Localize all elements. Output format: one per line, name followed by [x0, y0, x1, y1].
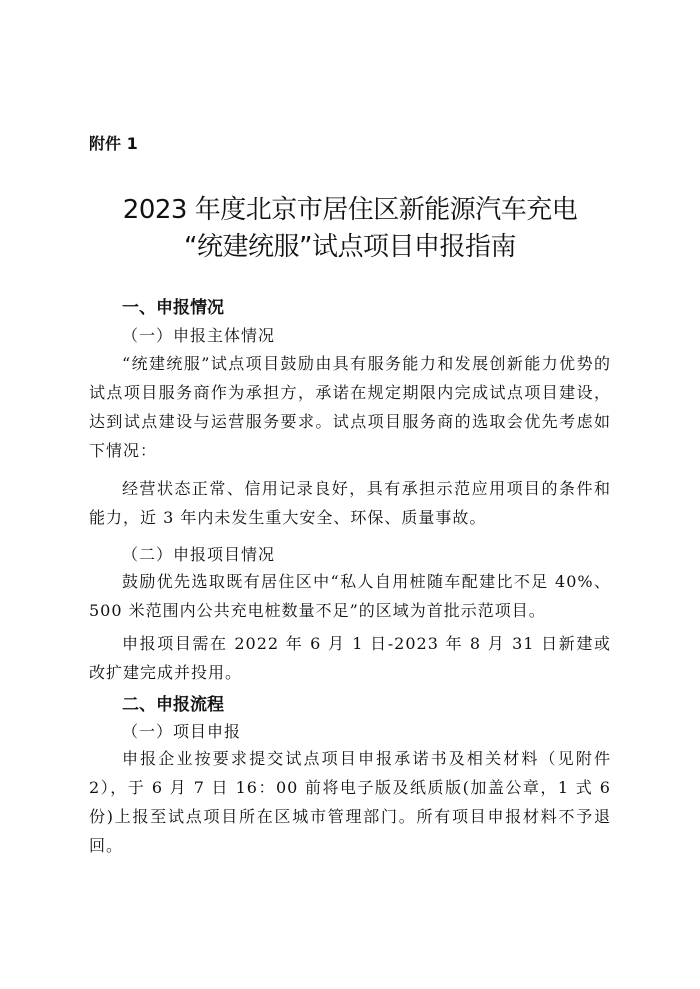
paragraph-project-selection: 鼓励优先选取既有居住区中“私人自用桩随车配建比不足 40%、500 米范围内公共充电桩数量不足”的区域为首批示范项目。 [89, 572, 611, 620]
paragraph-applicant-conditions: 经营状态正常、信用记录良好，具有承担示范应用项目的条件和能力，近 3 年内未发生重大安全、环保、质量事故。 [89, 479, 611, 527]
subsection-heading-project: （二）申报项目情况 [122, 545, 276, 564]
document-title-line-1: 2023 年度北京市居住区新能源汽车充电 [122, 195, 578, 225]
document-title-line-2: “统建统服”试点项目申报指南 [184, 232, 516, 262]
paragraph-submission-requirements: 申报企业按要求提交试点项目申报承诺书及相关材料（见附件 2），于 6 月 7 日 16：00 前将电子版及纸质版(加盖公章，1 式 6 份)上报至试点项目所在区城市管理部门。所有项目申报材料不予退回。 [89, 749, 611, 855]
subsection-heading-applicant: （一）申报主体情况 [122, 326, 276, 345]
section-heading-application-process: 二、申报流程 [122, 695, 224, 715]
subsection-heading-project-application: （一）项目申报 [122, 722, 242, 741]
paragraph-applicant-intro: “统建统服”试点项目鼓励由具有服务能力和发展创新能力优势的试点项目服务商作为承担方，承诺在规定期限内完成试点项目建设，达到试点建设与运营服务要求。试点项目服务商的选取会优先考虑如下情况： [89, 354, 611, 460]
section-heading-application-status: 一、申报情况 [122, 298, 224, 318]
paragraph-project-timeline: 申报项目需在 2022 年 6 月 1 日-2023 年 8 月 31 日新建或改扩建完成并投用。 [89, 634, 611, 682]
attachment-label: 附件 1 [89, 134, 138, 153]
